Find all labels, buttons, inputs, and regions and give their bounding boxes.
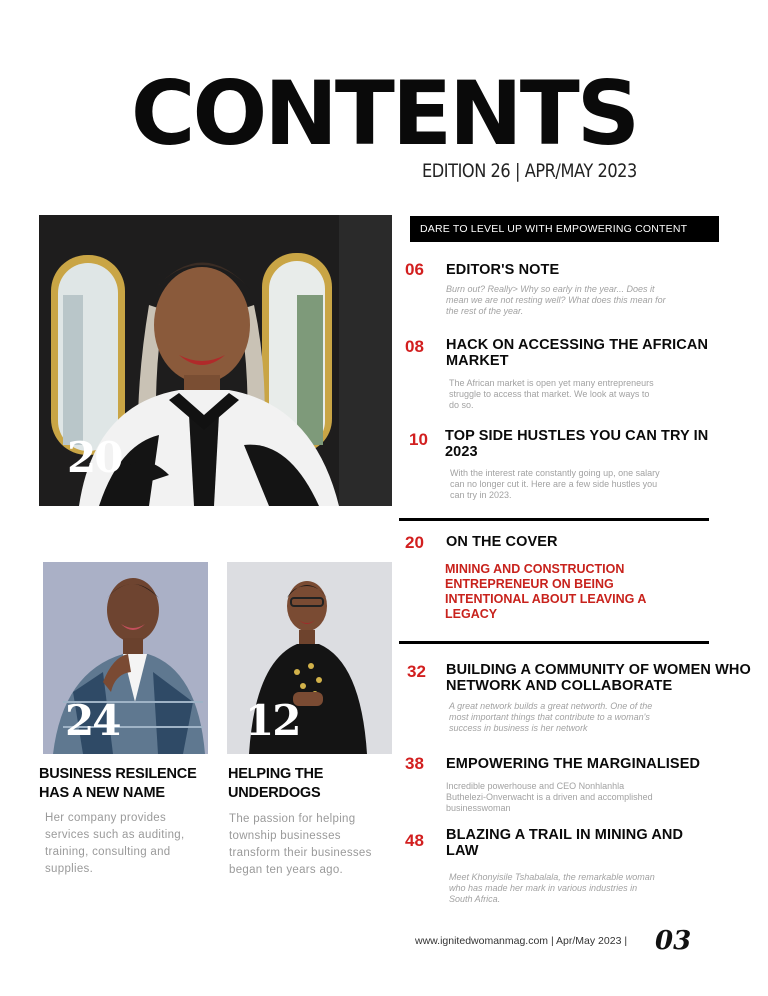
entry-headline-blazing-trail: BLAZING A TRAIL IN MINING AND LAW bbox=[446, 827, 684, 859]
cover-story-subtitle: MINING AND CONSTRUCTION ENTREPRENEUR ON BEING INTENTIONAL ABOUT LEAVING A LEGACY bbox=[445, 562, 646, 621]
feature-description-underdogs: The passion for helping township businesses transform their businesses began ten years ago. bbox=[229, 813, 372, 876]
feature-page-number-24: 24 bbox=[65, 696, 120, 745]
feature-page-number-12: 12 bbox=[245, 696, 300, 745]
section-divider-bottom bbox=[399, 641, 709, 644]
page-title: CONTENTS bbox=[130, 62, 638, 165]
entry-headline-side-hustles: TOP SIDE HUSTLES YOU CAN TRY IN 2023 bbox=[445, 428, 709, 460]
entry-headline-community: BUILDING A COMMUNITY OF WOMEN WHO NETWORK AND COLLABORATE bbox=[446, 662, 751, 694]
entry-page-06: 06 bbox=[405, 260, 424, 279]
entry-page-32: 32 bbox=[407, 662, 426, 681]
entry-headline-on-the-cover: ON THE COVER bbox=[446, 534, 558, 550]
entry-page-20: 20 bbox=[405, 533, 424, 552]
footer-text: www.ignitedwomanmag.com | Apr/May 2023 | bbox=[415, 935, 628, 947]
cover-photo bbox=[39, 215, 392, 506]
feature-photo-resilience bbox=[43, 562, 208, 754]
entry-description-blazing-trail: Meet Khonyisile Tshabalala, the remarkable woman who has made her mark in various industries in South Africa. bbox=[449, 872, 655, 904]
entry-description-marginalised: Incredible powerhouse and CEO Nonhlanhla Buthelezi-Onverwacht is a driven and accomplished businesswoman bbox=[446, 781, 653, 813]
feature-description-resilience: Her company provides services such as auditing, training, consulting and supplies. bbox=[45, 812, 185, 875]
entry-headline-editors-note: EDITOR'S NOTE bbox=[446, 262, 560, 278]
section-divider-top bbox=[399, 518, 709, 521]
edition-label: EDITION 26 | APR/MAY 2023 bbox=[422, 160, 637, 182]
entry-page-38: 38 bbox=[405, 754, 424, 773]
entry-description-community: A great network builds a great networth. One of the most important things that contribute to a woman's success in business is her network bbox=[449, 701, 653, 733]
feature-headline-resilience: BUSINESS RESILENCE HAS A NEW NAME bbox=[39, 766, 197, 801]
entry-headline-marginalised: EMPOWERING THE MARGINALISED bbox=[446, 756, 701, 772]
cover-page-number: 20 bbox=[67, 433, 122, 482]
tagline-banner: DARE TO LEVEL UP WITH EMPOWERING CONTENT bbox=[410, 216, 719, 242]
entry-description-side-hustles: With the interest rate constantly going up, one salary can no longer cut it. Here are a few side hustles you can try in 2023. bbox=[450, 468, 660, 500]
feature-photo-underdogs bbox=[227, 562, 392, 754]
footer-page-number: 03 bbox=[655, 926, 692, 956]
entry-page-08: 08 bbox=[405, 337, 424, 356]
footer bbox=[415, 926, 692, 956]
feature-headline-underdogs: HELPING THE UNDERDOGS bbox=[228, 766, 324, 801]
entry-headline-african-market: HACK ON ACCESSING THE AFRICAN MARKET bbox=[446, 337, 709, 369]
entry-page-48: 48 bbox=[405, 831, 424, 850]
entry-description-editors-note: Burn out? Really> Why so early in the year... Does it mean we are not resting well? What does this mean for the rest of the year. bbox=[446, 284, 666, 316]
entry-description-african-market: The African market is open yet many entrepreneurs struggle to access that market. We look at ways to do so. bbox=[449, 378, 654, 410]
entry-page-10: 10 bbox=[409, 430, 428, 449]
